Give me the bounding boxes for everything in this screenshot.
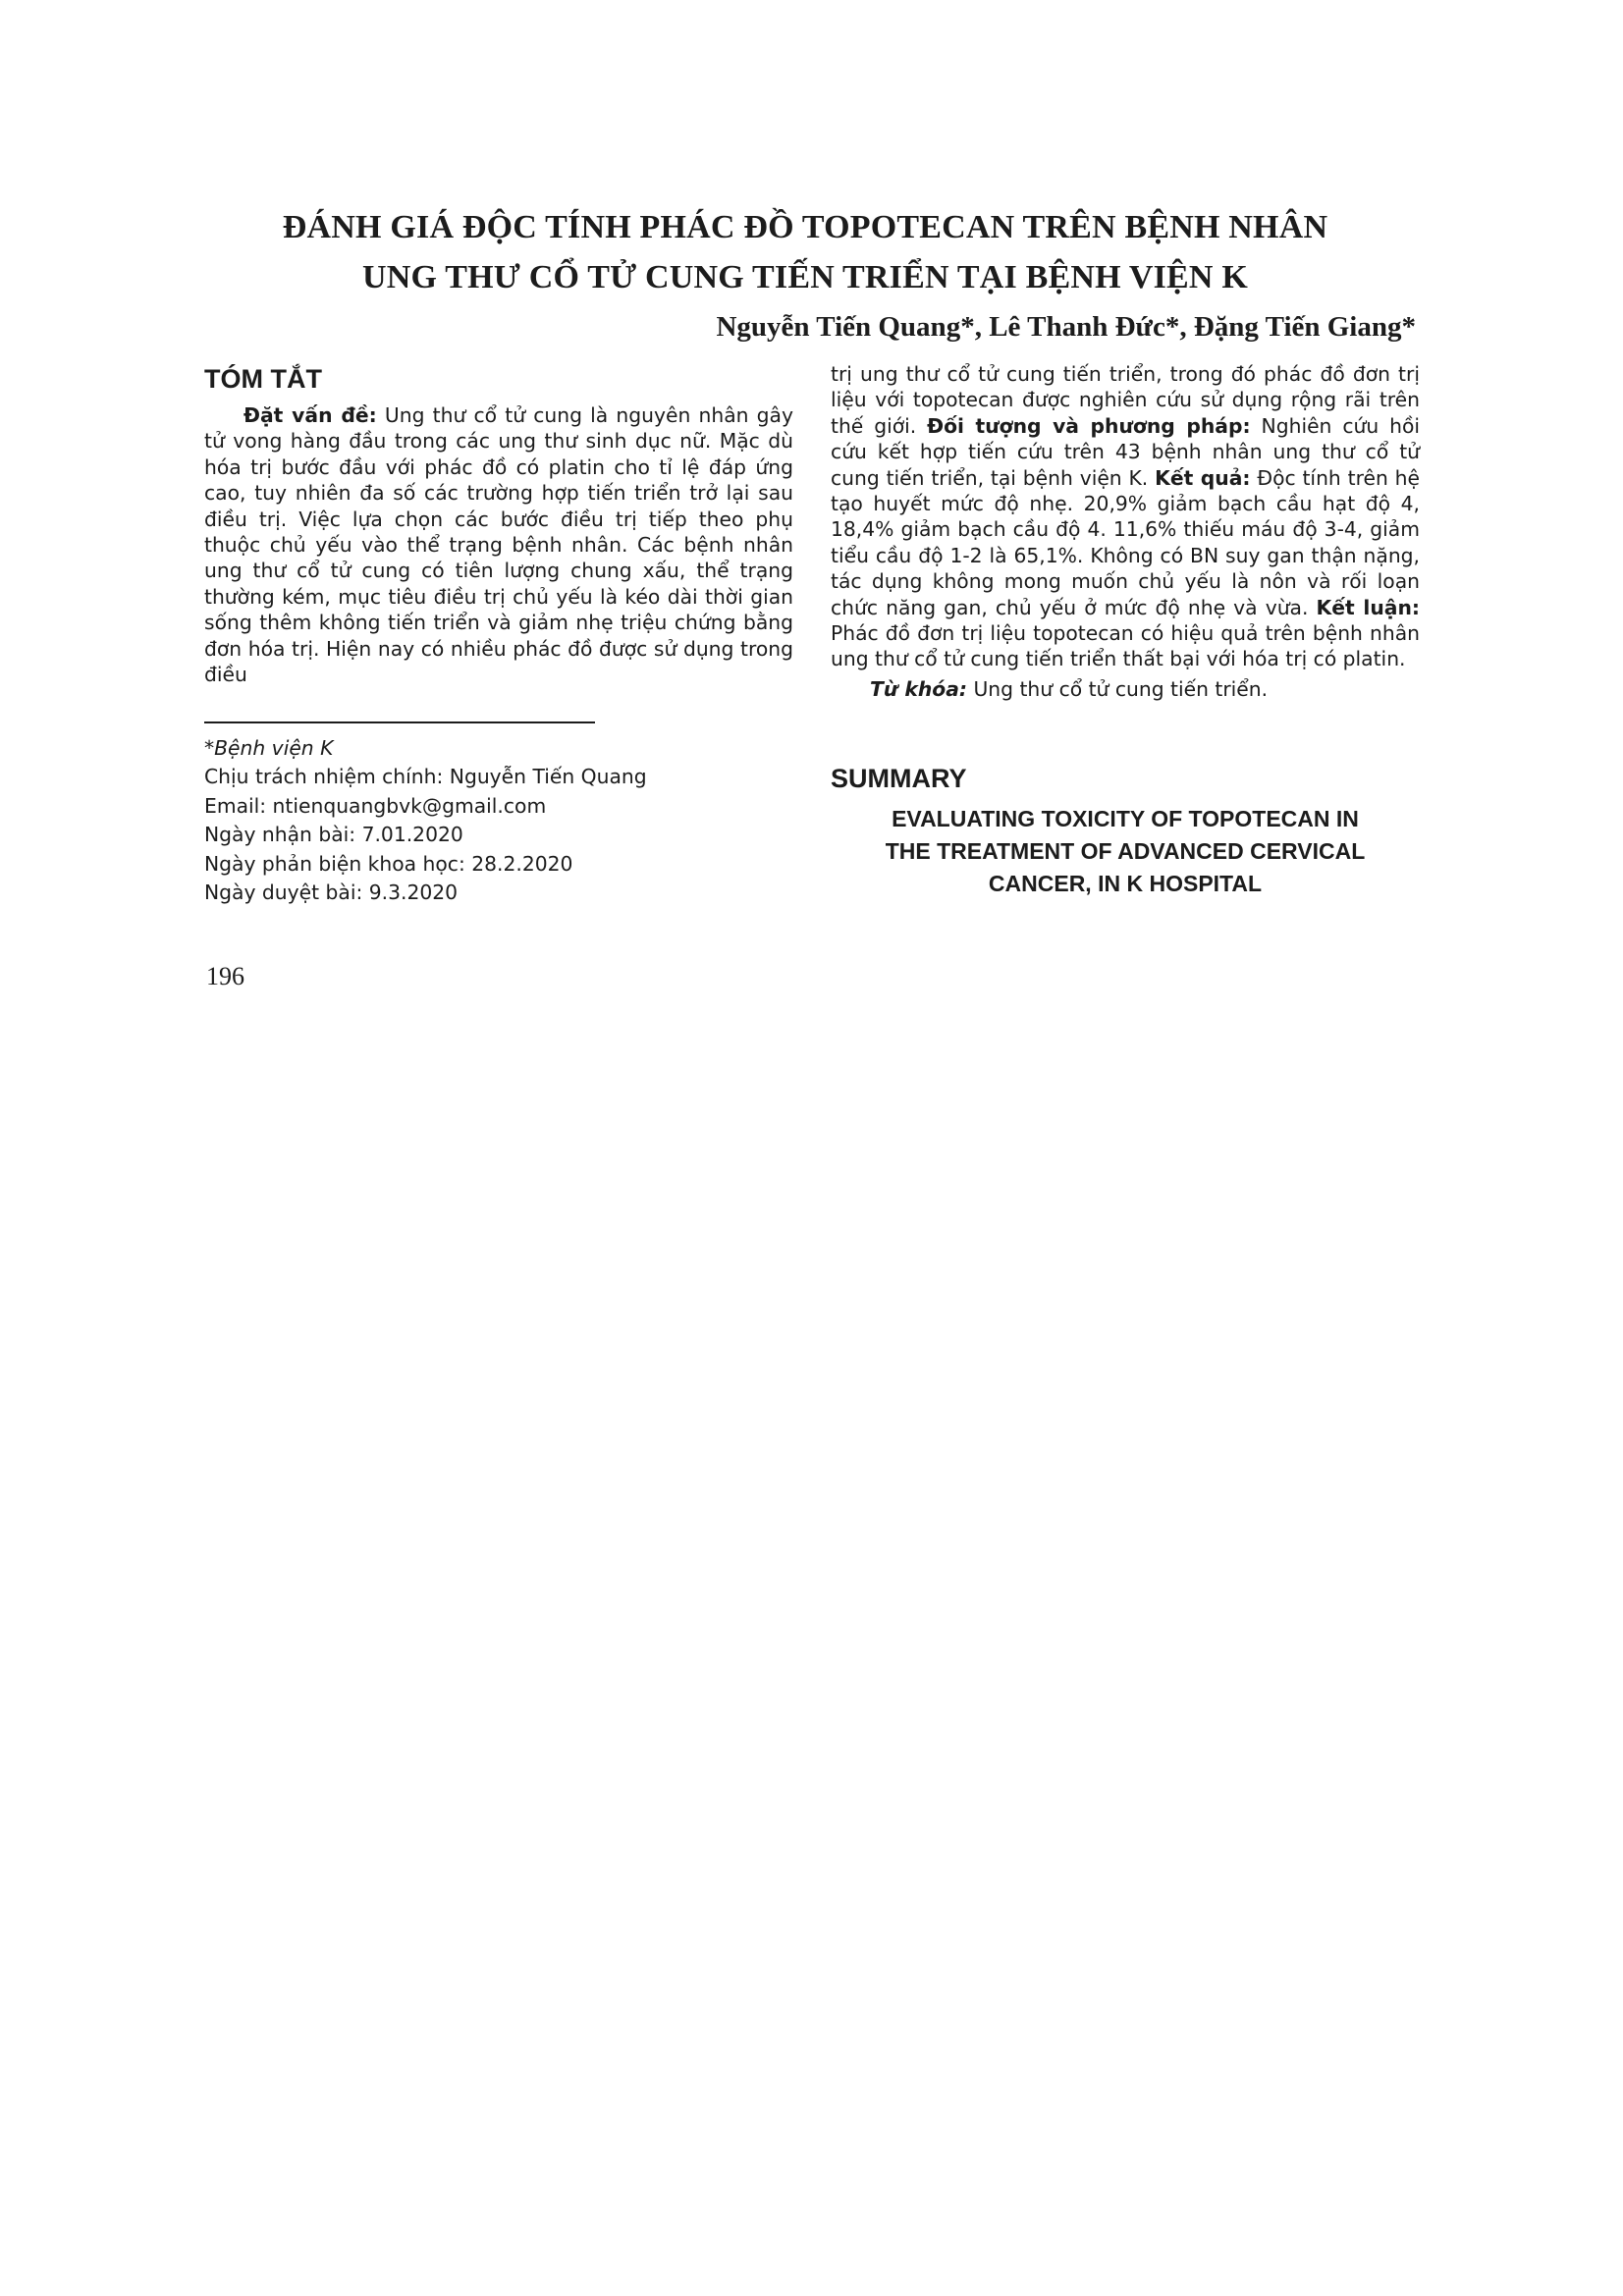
right-column (831, 361, 1420, 702)
abstract-heading: TÓM TẮT (204, 364, 322, 394)
left-column (204, 402, 793, 687)
english-title-line-1: EVALUATING TOXICITY OF TOPOTECAN IN (892, 806, 1359, 831)
article-title-line-1: ĐÁNH GIÁ ĐỘC TÍNH PHÁC ĐỒ TOPOTECAN TRÊN BỆNH NHÂN (282, 209, 1328, 245)
summary-heading: SUMMARY (831, 764, 967, 793)
english-title-line-2: THE TREATMENT OF ADVANCED CERVICAL (885, 838, 1366, 864)
footnote-review-date: Ngày phản biện khoa học: 28.2.2020 (204, 851, 573, 876)
background-text: Ung thư cổ tử cung là nguyên nhân gây tử vong hàng đầu trong các ung thư sinh dục nữ. Mặc dù hóa trị bước đầu với phác đồ có platin cho tỉ lệ đáp ứng cao, tuy nhiên đa số các trường hợp tiến triển trở lại sau điều trị. Việc lựa chọn các bước điều trị tiếp theo phụ thuộc chủ yếu vào thể trạng bệnh nhân. Các bệnh nhân ung thư cổ tử cung có tiên lượng chung xấu, thể trạng thường kém, mục tiêu điều trị chủ yếu là kéo dài thời gian sống thêm không tiến triển và giảm nhẹ triệu chứng bằng đơn hóa trị. Hiện nay có nhiều phác đồ được sử dụng trong điều (204, 403, 793, 687)
keywords-label: Từ khóa: (870, 676, 967, 701)
background-continued-text: trị ung thư cổ tử cung tiến triển, trong đó phác đồ đơn trị liệu với topotecan được nghiên cứu sử dụng rộng rãi trên thế giới. (831, 362, 1420, 438)
footnote-responsible-author: Chịu trách nhiệm chính: Nguyễn Tiến Quang (204, 765, 647, 789)
english-title (831, 803, 1420, 900)
results-text: Độc tính trên hệ tạo huyết mức độ nhẹ. 20,9% giảm bạch cầu hạt độ 4, 18,4% giảm bạch cầu độ 4. 11,6% thiếu máu độ 3-4, giảm tiểu cầu độ 1-2 là 65,1%. Không có BN suy gan thận nặng, tác dụng không mong muốn chủ yếu là nôn và rối loạn chức năng gan, chủ yếu ở mức độ nhẹ và vừa. (831, 465, 1420, 619)
conclusion-label: Kết luận: (1316, 595, 1421, 619)
keywords (831, 676, 1420, 702)
footnote-email: Email: ntienquangbvk@gmail.com (204, 793, 547, 818)
footnote-block (204, 734, 793, 907)
english-title-line-3: CANCER, IN K HOSPITAL (988, 871, 1263, 896)
abstract-background (204, 402, 793, 687)
methods-label: Đối tượng và phương pháp: (927, 413, 1251, 438)
keywords-text: Ung thư cổ tử cung tiến triển. (967, 676, 1269, 701)
author-list: Nguyễn Tiến Quang*, Lê Thanh Đức*, Đặng Tiến Giang* (716, 311, 1416, 343)
background-label: Đặt vấn đề: (243, 403, 377, 427)
conclusion-text: Phác đồ đơn trị liệu topotecan có hiệu quả trên bệnh nhân ung thư cổ tử cung tiến triển thất bại với hóa trị có platin. (831, 621, 1420, 671)
methods-text: Nghiên cứu hồi cứu kết hợp tiến cứu trên 43 bệnh nhân ung thư cổ tử cung tiến triển, tại bệnh viện K. (831, 413, 1420, 490)
results-label: Kết quả: (1155, 465, 1251, 490)
article-title (147, 202, 1463, 302)
footnote-affiliation: *Bệnh viện K (204, 736, 334, 760)
abstract-continued (831, 361, 1420, 672)
footnote-accepted-date: Ngày duyệt bài: 9.3.2020 (204, 881, 459, 905)
footnote-received-date: Ngày nhận bài: 7.01.2020 (204, 823, 463, 847)
page-number: 196 (206, 962, 244, 990)
article-title-line-2: UNG THƯ CỔ TỬ CUNG TIẾN TRIỂN TẠI BỆNH VIỆN K (361, 259, 1248, 295)
footnote-divider (204, 721, 595, 723)
